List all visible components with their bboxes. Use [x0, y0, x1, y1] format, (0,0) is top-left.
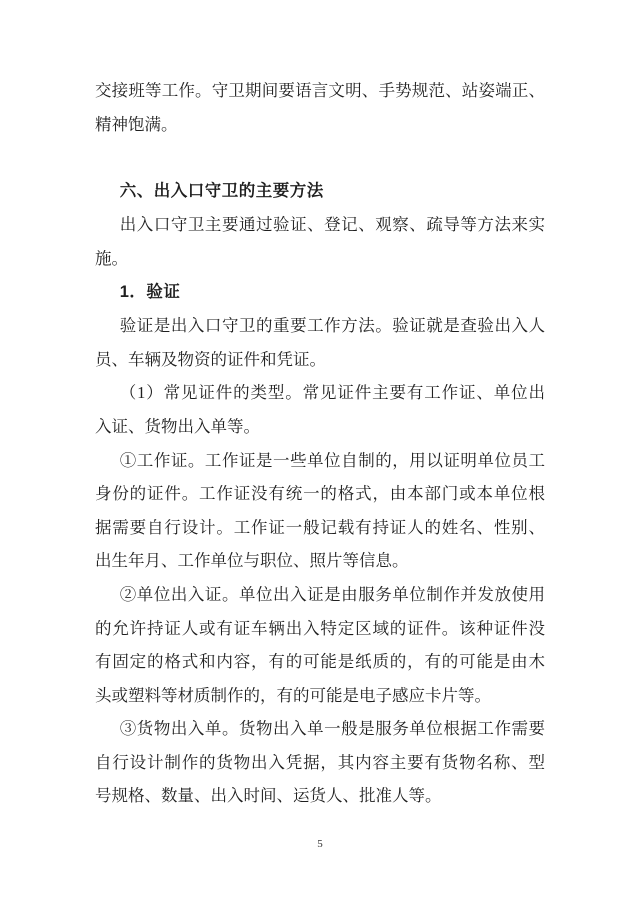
paragraph-unit-entry-pass [95, 578, 545, 712]
text-line: 据需要自行设计。工作证一般记载有持证人的姓名、性别、 [95, 517, 545, 537]
text-line: ③货物出入单。货物出入单一般是服务单位根据工作需要 [119, 719, 545, 739]
document-content [95, 74, 545, 813]
page-number: 5 [317, 838, 323, 850]
paragraph-common-certificate-types [95, 376, 545, 443]
subsection-heading-verification: 1．验证 [119, 282, 181, 301]
text-line: ②单位出入证。单位出入证是由服务单位制作并发放使用 [119, 584, 545, 604]
text-line: 的允许持证人或有证车辆出入特定区域的证件。该种证件没 [95, 618, 545, 638]
text-line: ①工作证。工作证是一些单位自制的，用以证明单位员工 [119, 450, 545, 470]
text-line: 身份的证件。工作证没有统一的格式，由本部门或本单位根 [95, 484, 545, 504]
text-line: 出入口守卫主要通过验证、登记、观察、疏导等方法来实 [119, 215, 545, 235]
text-line: 号规格、数量、出入时间、运货人、批准人等。 [95, 786, 442, 806]
paragraph-methods-overview [95, 208, 545, 275]
text-line: 入证、货物出入单等。 [95, 416, 260, 436]
text-line: 验证是出入口守卫的重要工作方法。验证就是查验出入人 [119, 316, 545, 336]
text-line: 施。 [95, 248, 128, 268]
page-footer [0, 838, 640, 850]
section-heading-six: 六、出入口守卫的主要方法 [119, 181, 324, 200]
text-line: 精神饱满。 [95, 114, 178, 134]
paragraph-shift-handover [95, 74, 545, 141]
paragraph-goods-entry-form [95, 712, 545, 813]
text-line: 出生年月、工作单位与职位、照片等信息。 [95, 551, 409, 571]
text-line: 有固定的格式和内容，有的可能是纸质的，有的可能是由木 [95, 652, 545, 672]
text-line: （1）常见证件的类型。常见证件主要有工作证、单位出 [119, 383, 545, 403]
text-line: 自行设计制作的货物出入凭据，其内容主要有货物名称、型 [95, 752, 545, 772]
paragraph-verification-definition [95, 309, 545, 376]
text-line: 交接班等工作。守卫期间要语言文明、手势规范、站姿端正、 [95, 81, 545, 100]
paragraph-work-permit [95, 444, 545, 578]
blank-line [95, 141, 545, 175]
text-line: 员、车辆及物资的证件和凭证。 [95, 349, 326, 369]
text-line: 头或塑料等材质制作的，有的可能是电子感应卡片等。 [95, 685, 491, 705]
